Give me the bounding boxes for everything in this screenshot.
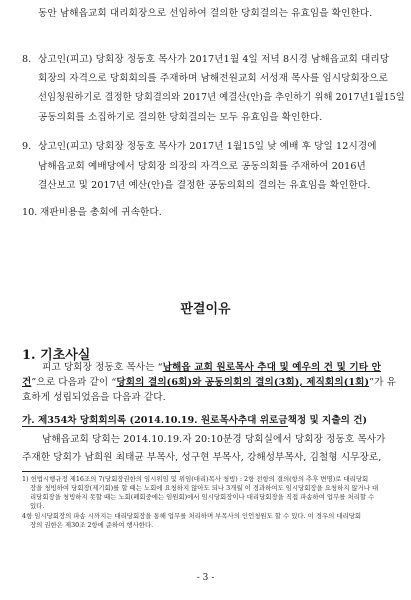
text-line: 상고인(피고) 당회장 정동호 목사가 2017년 1월15일 낮 예배 후 당일 12시경에 xyxy=(38,141,377,152)
text-line: 남해읍교회 예배당에서 당회장 의장의 자격으로 공동의회를 주재하여 2016년 xyxy=(38,161,366,172)
item-number: 10. xyxy=(22,207,38,218)
text-line: 선임청원하기로 결정한 당회결의와 2017년 예결산(안)을 추인하기 위해 2017년1월15일 xyxy=(38,92,405,103)
section-title: 1. 기초사실 xyxy=(22,348,91,363)
paragraph-line: 효하게 성립되었음을 다음과 같다. xyxy=(22,392,166,403)
footnote-line: 장을 청빙하여 당회장(제기회)를 할 때는 노회에 요청하지 않아도 되나 3개월 이 경과하여도 임시당회장을 요청하지 않거나 대 xyxy=(30,484,379,492)
page-number: - 3 - xyxy=(196,573,215,583)
text-line: 상고인(피고) 당회장 정동호 목사가 2017년1월 4일 저녁 8시경 남해읍교회 대리당 xyxy=(38,54,390,65)
footnote-line: 장의 권한은 제30조 2항에 준하여 행사한다. xyxy=(30,521,154,529)
footnote-line: 리당회장을 청빙하지 못할 때는 노회(폐회중에는 임원회)에서 임시당회장이나 대리당회장을 직접 파송하여 업무를 처리할 수 xyxy=(30,493,375,501)
item-number: 9. xyxy=(22,141,32,152)
text-line: 회장의 자격으로 당회회의를 주재하며 남해전원교회 서성재 목사를 임시당회장으로 xyxy=(38,73,388,84)
footnote-line: 1) 헌법시행규정 제16조의 7(당회장권한의 임시위임 및 위임(대리)목사 청빙) : 2항 전항의 결의(항의 추후 변명)로 대리당회 xyxy=(22,475,369,483)
text-line: 동안 남해읍교회 대리회장으로 선임하여 결의한 당회결의는 유효임을 확인한다. xyxy=(38,8,373,19)
subsection-title: 가. 제354차 당회회의록 (2014.10.19. 원로목사추대 위로금책정 및 지출의 건) xyxy=(22,415,368,426)
text-line: 결산보고 및 2017년 예산(안)을 결정한 공동의회의 결의는 유효임을 확인한다. xyxy=(38,180,371,191)
paragraph-line: 피고 당회장 정동호 목사는 “남해읍 교회 원로목사 추대 및 예우의 건 및 기타 안 xyxy=(42,362,381,373)
text-line: 주재한 당회가 남희원 최태균 부목사, 성구현 부목사, 강해성부목사, 김철형 시무장로, xyxy=(22,452,382,463)
text-line: 재판비용을 총회에 귀속한다. xyxy=(40,207,162,218)
item-number: 8. xyxy=(22,54,32,65)
reasons-heading: 판결이유 xyxy=(180,302,231,317)
text-line: 공동의회를 소집하기로 결의한 당회결의는 모두 유효임을 확인한다. xyxy=(38,112,323,123)
subsection-underline xyxy=(22,426,288,427)
footnote-line: 4항 임시당회장의 파송 시까지는 대리당회장을 통해 업무를 처리하며 부목사의 인언청원도 할 수 있다. 이 경우의 대리당회 xyxy=(22,512,362,520)
text-line: 남해읍교회 당회는 2014.10.19.자 20:10분경 당회실에서 당회장 정동호 목사가 xyxy=(42,434,386,445)
footnote-rule xyxy=(22,471,180,472)
paragraph-line: 건”으로 다음과 같이 “당회의 결의(6회)와 공동의회의 결의(3회), 제직회의(1회)”가 유 xyxy=(22,377,397,388)
footnote-line: 있다. xyxy=(30,502,45,510)
